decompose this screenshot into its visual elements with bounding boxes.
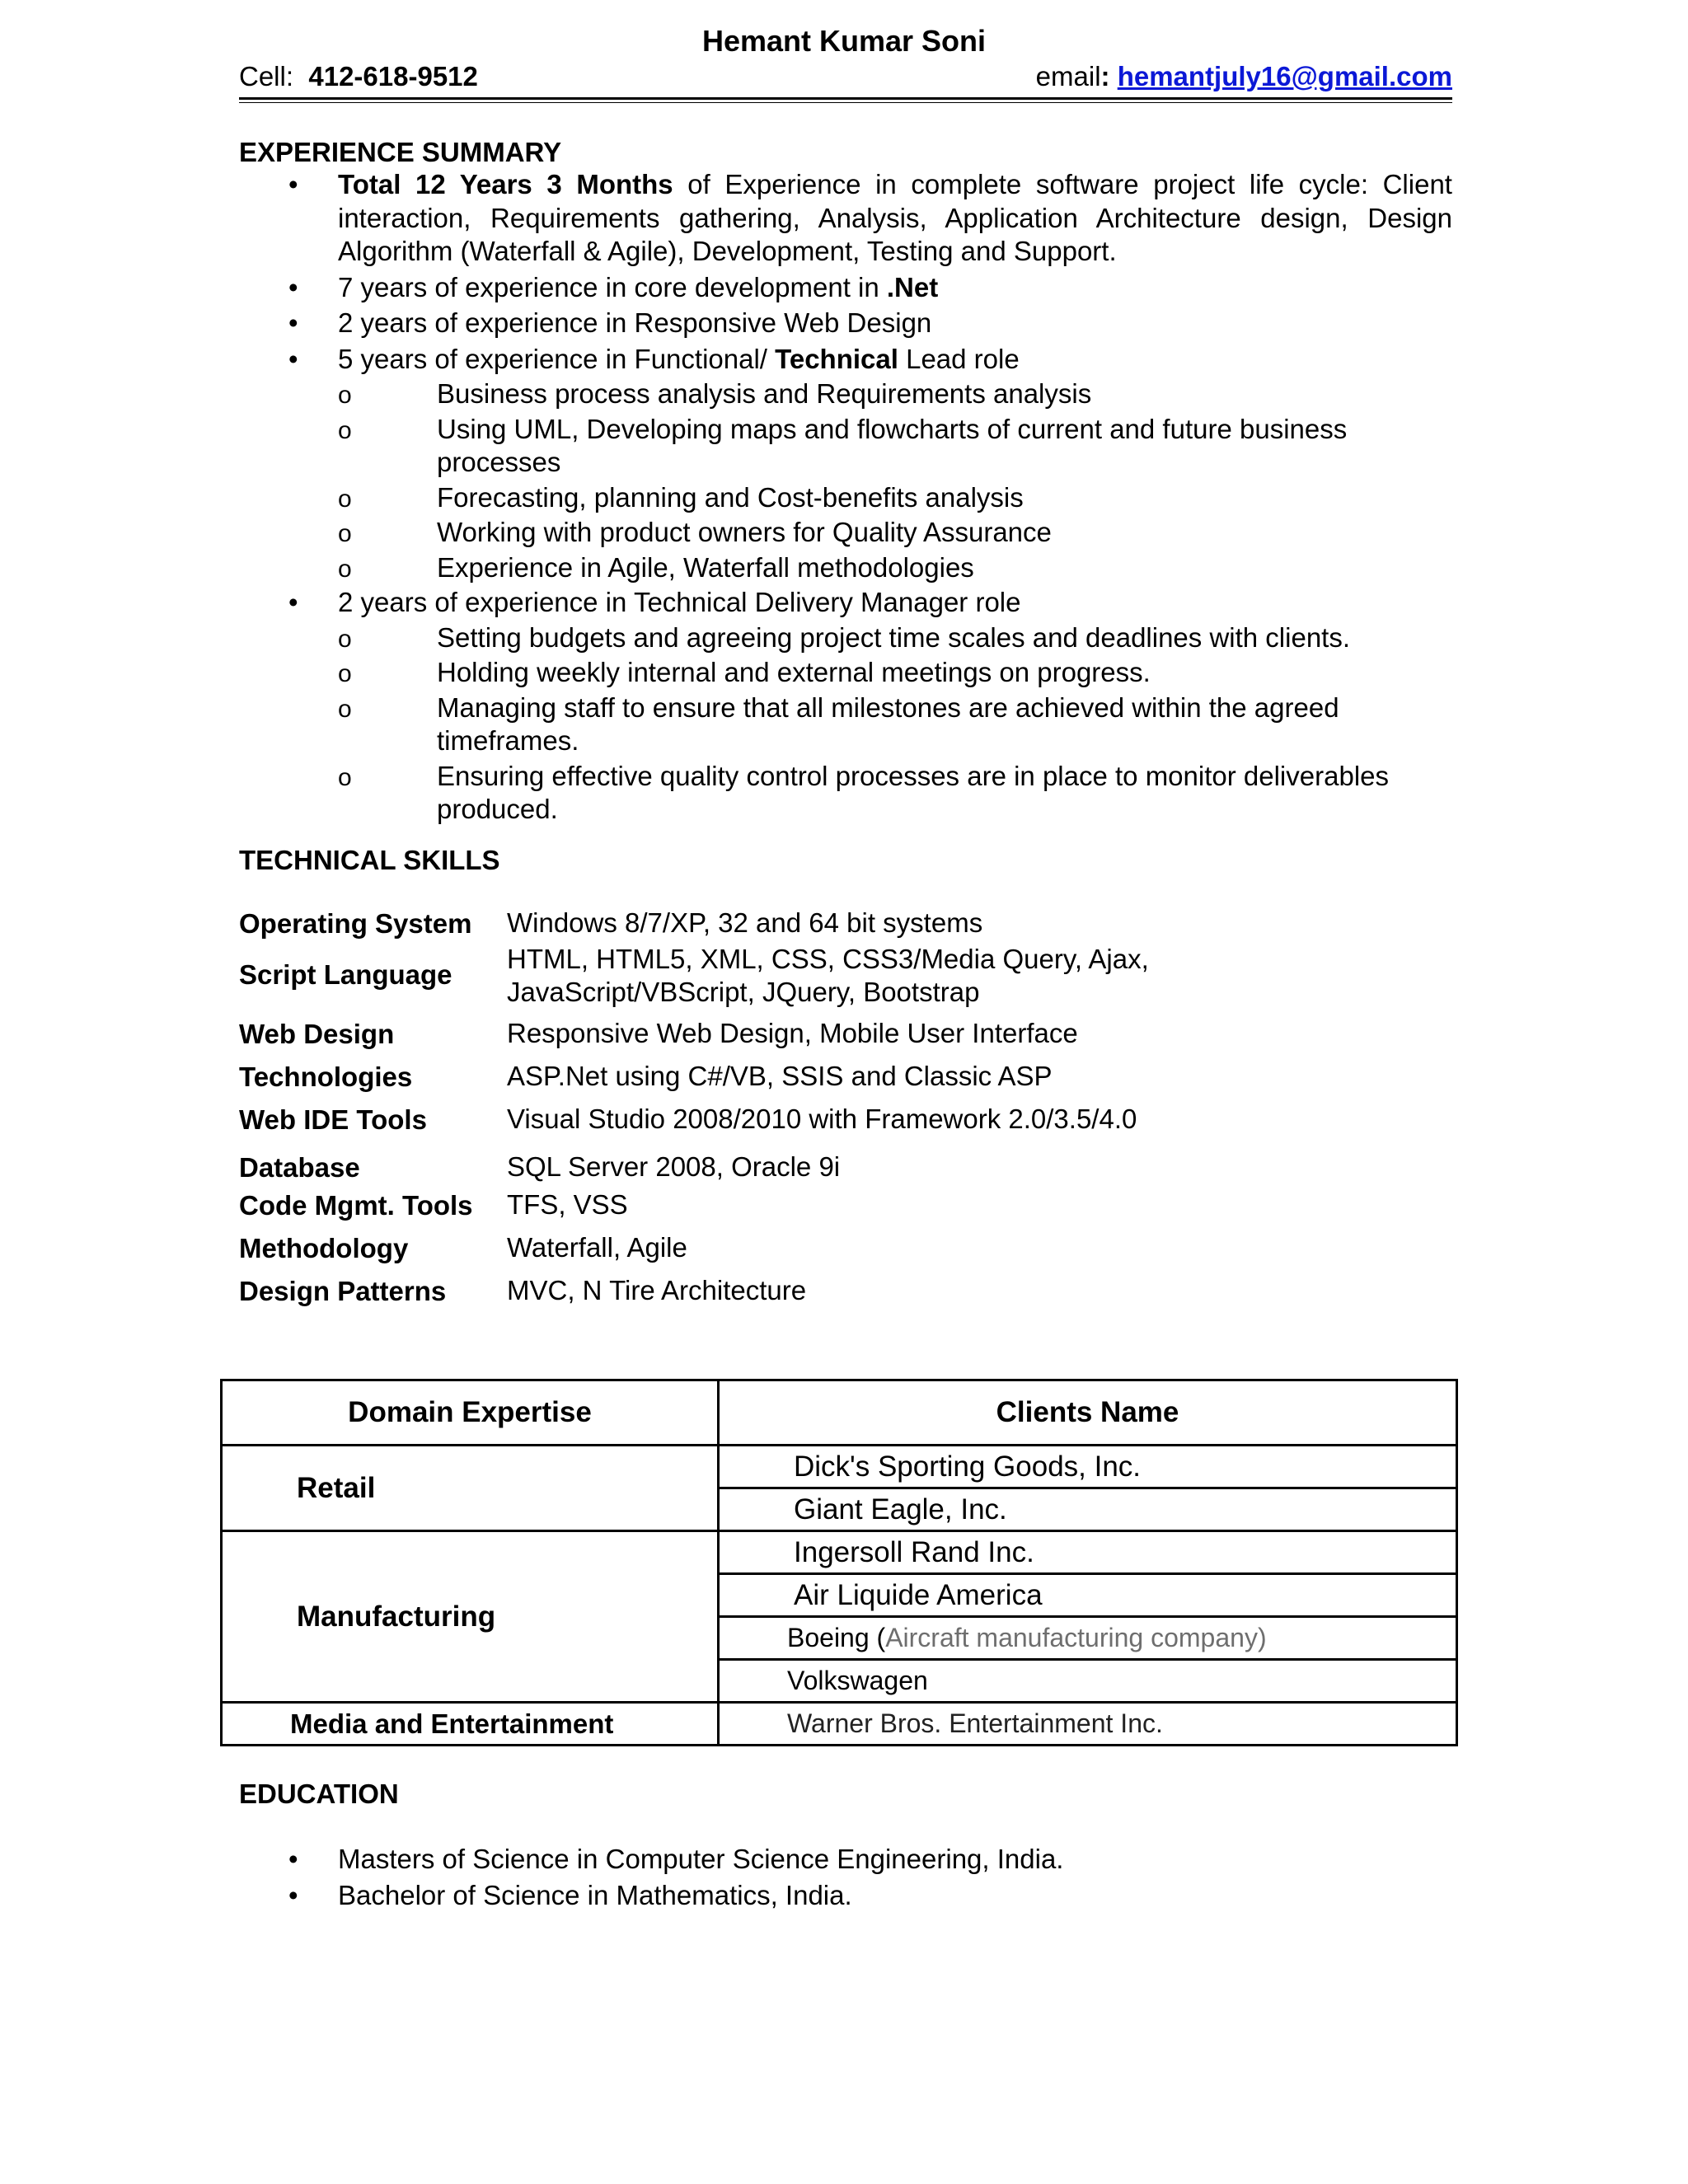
list-item-text bbox=[338, 343, 1452, 377]
domain-retail: Retail bbox=[222, 1446, 719, 1531]
list-item-text bbox=[338, 168, 1452, 269]
list-item bbox=[239, 271, 1452, 305]
education-list bbox=[239, 1843, 1452, 1912]
skill-value: Waterfall, Agile bbox=[507, 1232, 687, 1263]
skills-title: TECHNICAL SKILLS bbox=[239, 845, 500, 875]
client-name: Dick's Sporting Goods, Inc. bbox=[719, 1446, 1457, 1488]
skill-label: Code Mgmt. Tools bbox=[239, 1190, 473, 1221]
clients-header: Clients Name bbox=[719, 1380, 1457, 1446]
client-name bbox=[719, 1617, 1457, 1660]
sublist bbox=[338, 377, 1452, 584]
experience-title: EXPERIENCE SUMMARY bbox=[239, 137, 562, 167]
skill-value: Windows 8/7/XP, 32 and 64 bit systems bbox=[507, 907, 983, 938]
skill-label: Operating System bbox=[239, 908, 472, 939]
domain-clients-table bbox=[220, 1379, 1458, 1746]
table-row bbox=[222, 1703, 1457, 1746]
domain-media: Media and Entertainment bbox=[222, 1703, 719, 1746]
experience-text: 5 years of experience in Functional/ bbox=[338, 343, 776, 374]
list-item bbox=[239, 307, 1452, 340]
client-name: Giant Eagle, Inc. bbox=[719, 1488, 1457, 1531]
client-name: Air Liquide America bbox=[719, 1574, 1457, 1617]
skill-label: Methodology bbox=[239, 1233, 409, 1263]
list-item bbox=[239, 586, 1452, 827]
experience-text: of Experience in complete software project life cycle: Client interaction, Requirements gathering, Analysis, Application Architecture design, Design Algorithm (Waterfall & Agile), Development, Testing and Support. bbox=[338, 169, 1452, 266]
list-item bbox=[239, 1879, 1452, 1913]
email-label: email bbox=[1035, 61, 1101, 91]
list-item-text bbox=[338, 271, 1452, 305]
experience-list bbox=[239, 168, 1452, 827]
table-header-row bbox=[222, 1380, 1457, 1446]
client-name: Volkswagen bbox=[719, 1660, 1457, 1703]
education-title: EDUCATION bbox=[239, 1779, 399, 1809]
domain-header: Domain Expertise bbox=[222, 1380, 719, 1446]
list-item-text: • Masters of Science in Computer Science Engineering, India. bbox=[338, 1844, 1064, 1874]
email-link[interactable]: hemantjuly16@gmail.com bbox=[1117, 61, 1452, 91]
skill-label: Technologies bbox=[239, 1062, 413, 1092]
skill-label: Script Language bbox=[239, 959, 452, 990]
cell-number: 412-618-9512 bbox=[308, 61, 478, 91]
sublist-item: o Business process analysis and Requirements analysis bbox=[338, 377, 1452, 411]
list-item-text: • 2 years of experience in Technical Delivery Manager role bbox=[338, 587, 1021, 617]
email-colon: : bbox=[1100, 61, 1110, 91]
header-rule-thick bbox=[239, 97, 1452, 100]
skill-value bbox=[507, 943, 1414, 1009]
skill-value-line: JavaScript/VBScript, JQuery, Bootstrap bbox=[507, 977, 980, 1007]
skill-label: Database bbox=[239, 1152, 360, 1183]
sublist bbox=[338, 621, 1452, 827]
cell-label: Cell: bbox=[239, 61, 294, 91]
client-boeing-note: Aircraft manufacturing company) bbox=[885, 1623, 1267, 1652]
skill-value-line: HTML, HTML5, XML, CSS, CSS3/Media Query, Ajax, bbox=[507, 944, 1149, 974]
experience-bold: .Net bbox=[886, 271, 939, 302]
skill-value: MVC, N Tire Architecture bbox=[507, 1275, 807, 1305]
sublist-item: o Holding weekly internal and external meetings on progress. bbox=[338, 656, 1452, 690]
header-rule-thin bbox=[239, 102, 1452, 103]
skill-value: Responsive Web Design, Mobile User Interface bbox=[507, 1018, 1078, 1048]
skill-label: Design Patterns bbox=[239, 1276, 447, 1306]
table-row bbox=[222, 1446, 1457, 1488]
skill-label: Web IDE Tools bbox=[239, 1104, 427, 1135]
skill-value: ASP.Net using C#/VB, SSIS and Classic ASP bbox=[507, 1061, 1053, 1091]
list-item-text: • Bachelor of Science in Mathematics, India. bbox=[338, 1879, 852, 1910]
experience-text: 7 years of experience in core development in bbox=[338, 271, 887, 302]
sublist-item: o Using UML, Developing maps and flowcharts of current and future business processes bbox=[338, 413, 1452, 480]
domain-manufacturing: Manufacturing bbox=[222, 1531, 719, 1703]
list-item bbox=[239, 343, 1452, 585]
experience-bold: Technical bbox=[775, 343, 898, 374]
experience-bold: Total 12 Years 3 Months bbox=[338, 169, 673, 199]
candidate-name: Hemant Kumar Soni bbox=[701, 24, 987, 58]
list-item-text: • 2 years of experience in Responsive Web Design bbox=[338, 307, 932, 338]
table-row bbox=[222, 1531, 1457, 1574]
client-name: Ingersoll Rand Inc. bbox=[719, 1531, 1457, 1574]
sublist-item: o Managing staff to ensure that all milestones are achieved within the agreed timeframes. bbox=[338, 691, 1452, 758]
list-item bbox=[239, 1843, 1452, 1877]
sublist-item: o Ensuring effective quality control processes are in place to monitor deliverables produced. bbox=[338, 760, 1452, 827]
client-boeing: Boeing ( bbox=[787, 1623, 886, 1652]
skill-label: Web Design bbox=[239, 1019, 395, 1049]
skill-value: TFS, VSS bbox=[507, 1189, 628, 1220]
cell-info bbox=[239, 60, 478, 93]
skill-value: SQL Server 2008, Oracle 9i bbox=[507, 1151, 841, 1182]
email-info bbox=[1036, 60, 1452, 93]
list-item bbox=[239, 168, 1452, 269]
client-name: Warner Bros. Entertainment Inc. bbox=[719, 1703, 1457, 1746]
sublist-item: o Experience in Agile, Waterfall methodologies bbox=[338, 551, 1452, 585]
sublist-item: o Setting budgets and agreeing project time scales and deadlines with clients. bbox=[338, 621, 1452, 655]
experience-text: Lead role bbox=[898, 343, 1020, 374]
sublist-item: o Working with product owners for Quality Assurance bbox=[338, 516, 1452, 550]
sublist-item: o Forecasting, planning and Cost-benefits analysis bbox=[338, 481, 1452, 515]
skill-value: Visual Studio 2008/2010 with Framework 2.0/3.5/4.0 bbox=[507, 1104, 1137, 1134]
